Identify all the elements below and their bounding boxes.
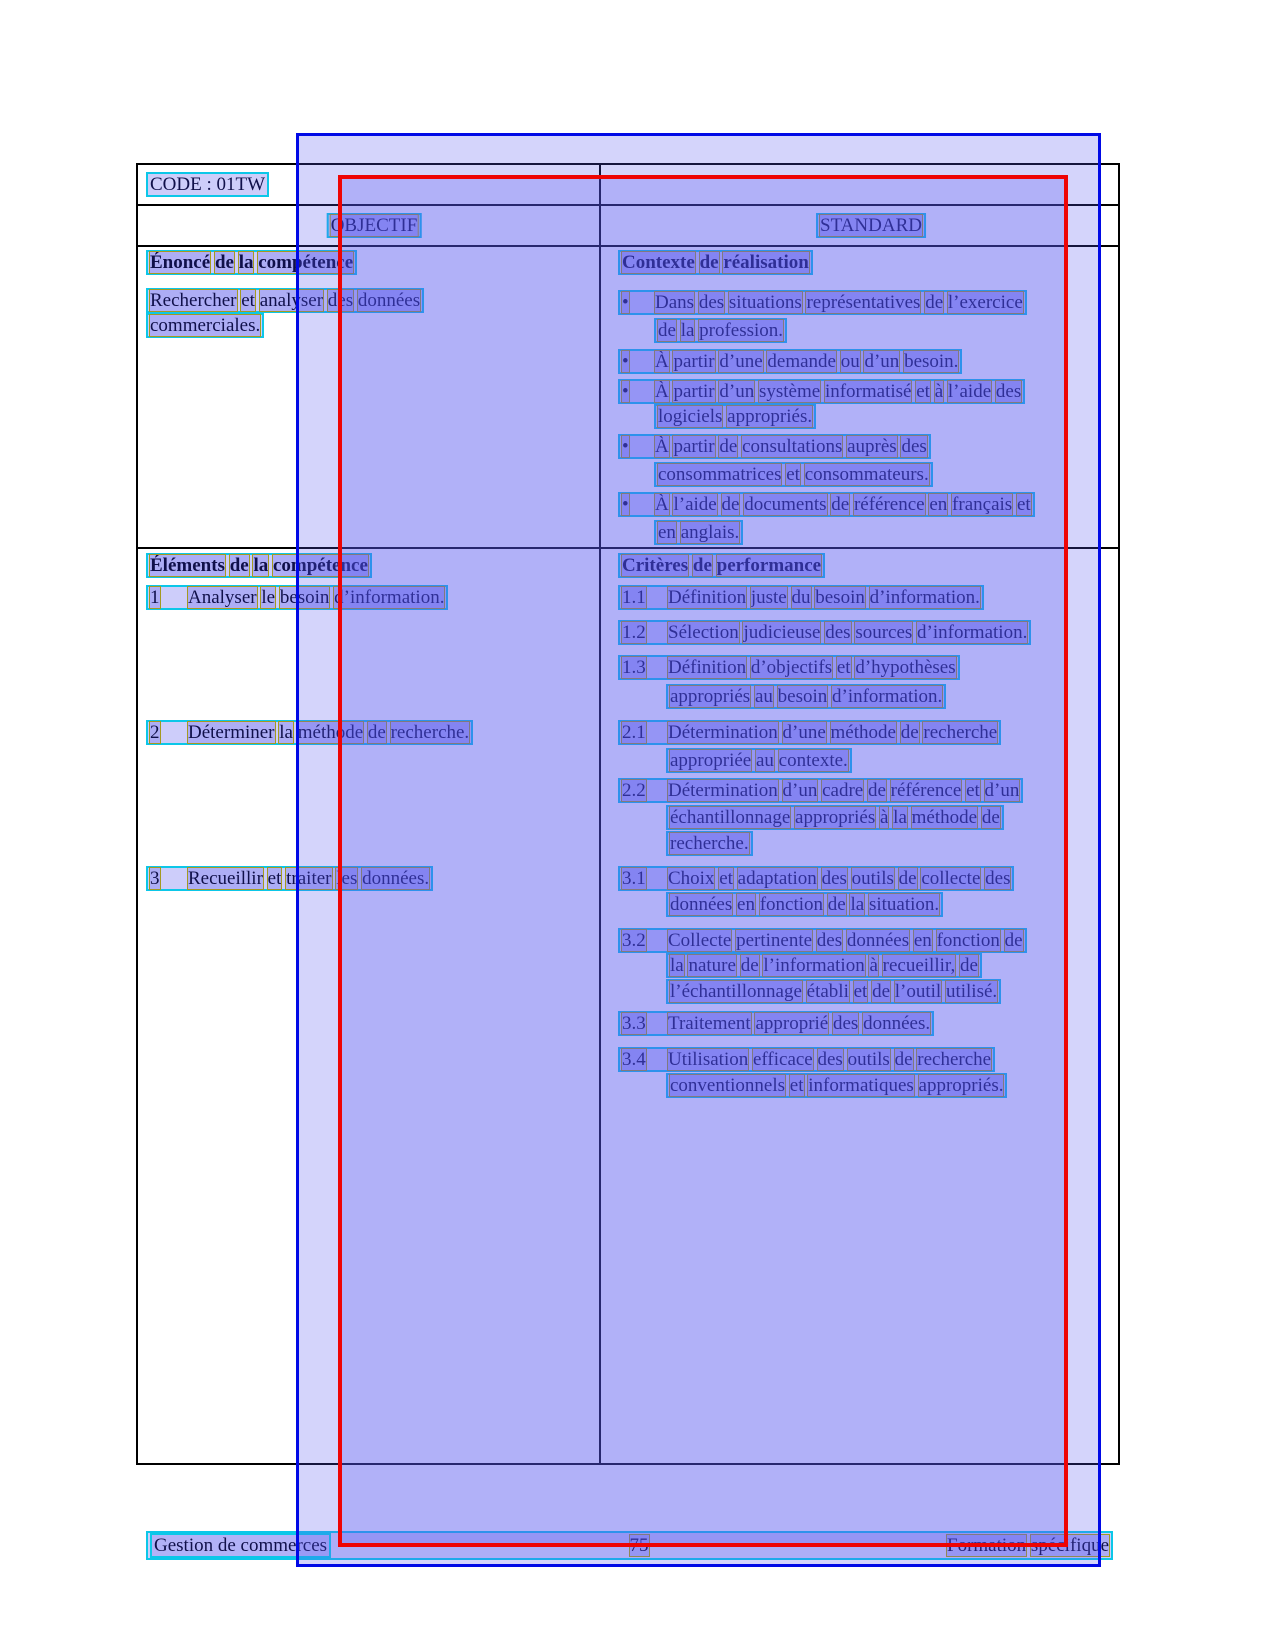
bullet-line: • Dans des situations représentatives de l’exercice [618, 290, 1027, 315]
bullet-line: • À partir de consultations auprès des [618, 434, 931, 459]
table-column-divider [599, 165, 601, 1463]
column-header-standard: STANDARD [816, 213, 926, 238]
criterion-line: 2.1 Détermination d’une méthode de recherche [618, 720, 1001, 745]
criterion-line: 3.3 Traitement approprié des données. [618, 1011, 934, 1036]
bullet-line: • À partir d’une demande ou d’un besoin. [618, 349, 962, 374]
section-title-enonce: Énoncé de la compétence [146, 250, 357, 275]
criterion-line-cont: appropriée au contexte. [666, 748, 852, 773]
footer-program-name: Gestion de commerces [150, 1533, 331, 1558]
element-line: 2 Déterminer la méthode de recherche. [146, 720, 473, 745]
criterion-line-cont: appropriés au besoin d’information. [666, 684, 946, 709]
criterion-line-cont: la nature de l’information à recueillir, de [666, 953, 982, 978]
section-title-criteres: Critères de performance [618, 553, 825, 578]
element-line: 1 Analyser le besoin d’information. [146, 585, 448, 610]
section-title-elements: Éléments de la compétence [146, 553, 372, 578]
code-label: CODE : 01TW [146, 172, 269, 197]
criterion-line: 1.3 Définition d’objectifs et d’hypothèses [618, 655, 960, 680]
bullet-marker: • [622, 381, 629, 402]
criterion-line: 3.2 Collecte pertinente des données en fonction de [618, 928, 1027, 953]
bullet-marker: • [622, 494, 629, 515]
criterion-line-cont: données en fonction de la situation. [666, 892, 943, 917]
section-title-contexte: Contexte de réalisation [618, 250, 813, 275]
element-line: 3 Recueillir et traiter les données. [146, 866, 433, 891]
criterion-line: 1.2 Sélection judicieuse des sources d’information. [618, 620, 1031, 645]
bullet-marker: • [622, 351, 629, 372]
criterion-line: 3.1 Choix et adaptation des outils de collecte des [618, 866, 1014, 891]
footer-section-name: Formation spécifique [947, 1535, 1109, 1556]
table-row-divider [138, 547, 1118, 549]
table-row-divider [138, 204, 1118, 206]
column-header-objectif: OBJECTIF [327, 213, 422, 238]
criterion-line-cont: échantillonnage appropriés à la méthode de [666, 805, 1004, 830]
criterion-line-cont: l’échantillonnage établi et de l’outil utilisé. [666, 979, 1001, 1004]
criterion-line: 2.2 Détermination d’un cadre de référence et d’un [618, 778, 1023, 803]
bullet-line-cont: logiciels appropriés. [654, 404, 816, 429]
text-line: Rechercher et analyser des données [146, 288, 424, 313]
text-line: commerciales. [146, 313, 264, 338]
bullet-line-cont: de la profession. [654, 318, 787, 343]
criterion-line: 3.4 Utilisation efficace des outils de recherche [618, 1047, 995, 1072]
footer-page-number: 75 [629, 1535, 649, 1556]
criterion-line-cont: conventionnels et informatiques appropriés. [666, 1073, 1007, 1098]
bullet-marker: • [622, 292, 629, 313]
page-footer [146, 1531, 1113, 1560]
bullet-line: • À l’aide de documents de référence en français et [618, 492, 1035, 517]
bullet-marker: • [622, 436, 629, 457]
bullet-line-cont: consommatrices et consommateurs. [654, 462, 933, 487]
table-row-divider [138, 245, 1118, 247]
bullet-line-cont: en anglais. [654, 520, 743, 545]
criterion-line: 1.1 Définition juste du besoin d’information. [618, 585, 984, 610]
criterion-line-cont: recherche. [666, 831, 753, 856]
bullet-line: • À partir d’un système informatisé et à l’aide des [618, 379, 1025, 404]
